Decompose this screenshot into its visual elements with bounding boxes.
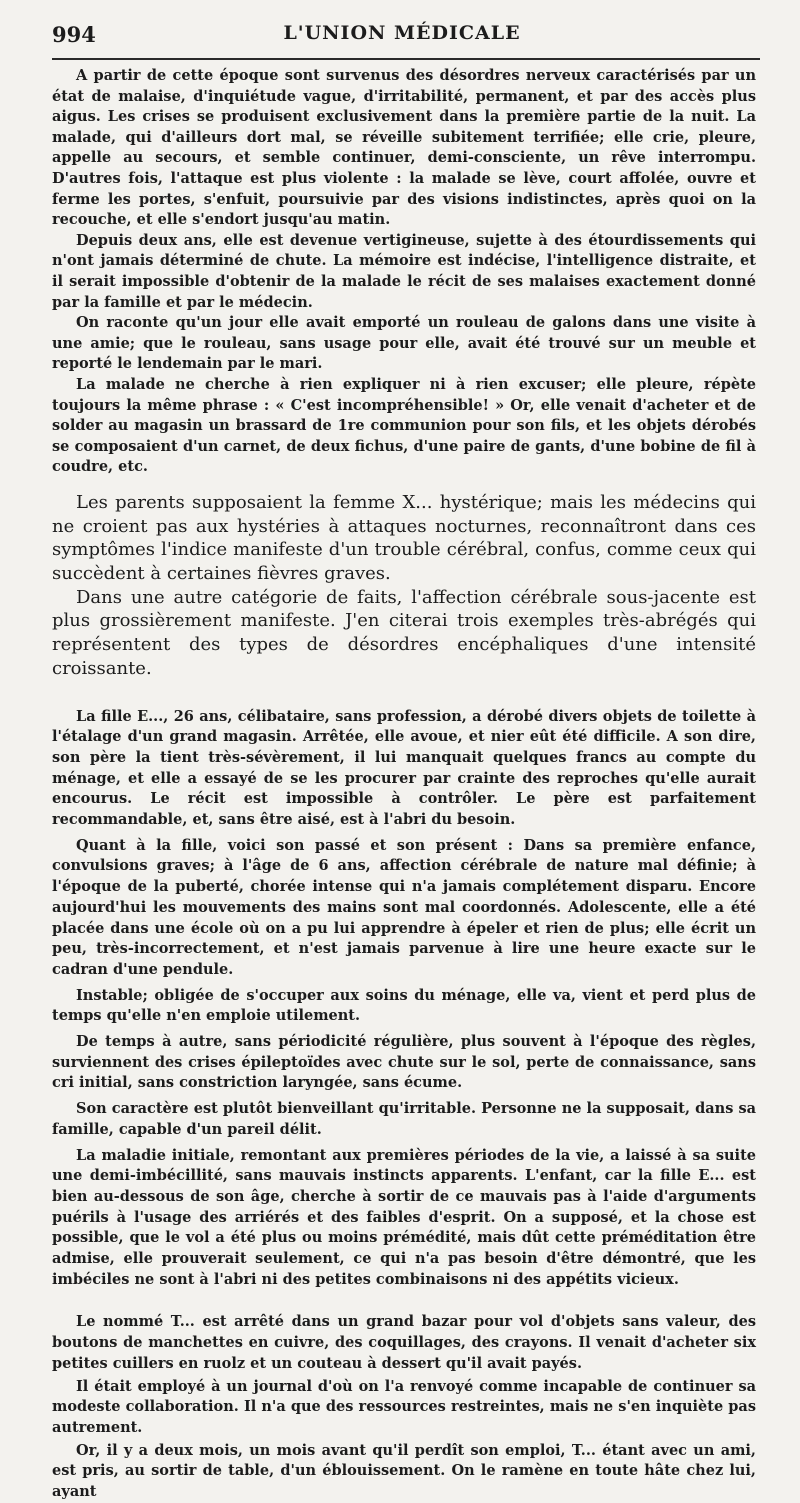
header-rule [52,58,760,60]
paragraph: Dans une autre catégorie de faits, l'affection cérébrale sous-jacente est plus grossièrement manifeste. J'en citerai trois exemples très-abrégés qui représentent des types de désordres encéphaliques d'une intensité croissante. [52,586,756,679]
paragraph: Instable; obligée de s'occuper aux soins du ménage, elle va, vient et perd plus de temps qu'elle n'en emploie utilement. [52,986,756,1025]
paragraph: Le nommé T... est arrêté dans un grand bazar pour vol d'objets sans valeur, des boutons de manchettes en cuivre, des coquillages, des crayons. Il venait d'acheter six petites cuillers en ruolz et un couteau à dessert qu'il avait payés. [52,1313,756,1372]
page-header [52,22,752,52]
paragraph: A partir de cette époque sont survenus des désordres nerveux caractérisés par un état de malaise, d'inquiétude vague, d'irritabilité, permanent, et par des accès plus aigus. Les crises se produisent exclusivement dans la première partie de la nuit. La malade, qui d'ailleurs dort mal, se réveille subitement terrifiée; elle crie, pleure, appelle au secours, et semble continuer, demi-consciente, un rêve interrompu. D'autres fois, l'attaque est plus violente : la malade se lève, court affolée, ouvre et ferme les portes, s'enfuit, poursuivie par des visions indistinctes, après quoi on la recouche, et elle s'endort jusqu'au matin. [52,67,756,229]
paragraph: Il était employé à un journal d'où on l'a renvoyé comme incapable de continuer sa modeste collaboration. Il n'a que des ressources restreintes, mais ne s'en inquiète pas autrement. [52,1377,756,1436]
paragraph: Son caractère est plutôt bienveillant qu'irritable. Personne ne la supposait, dans sa famille, capable d'un pareil délit. [52,1100,756,1138]
paragraph: La maladie initiale, remontant aux premières périodes de la vie, a laissé à sa suite une demi-imbécillité, sans mauvais instincts apparents. L'enfant, car la fille E... est bien au-dessous de son âge, cherche à sortir de ce mauvais pas à l'aide d'arguments puérils à l'usage des arriérés et des faibles d'esprit. On a supposé, et la chose est possible, que le vol a été plus ou moins prémédité, mais dût cette préméditation être admise, elle prouverait seulement, ce qui n'a pas besoin d'être démontré, que les imbéciles ne sont à l'abri ni des petites combinaisons ni des appétits vicieux. [52,1146,756,1288]
journal-title: L'UNION MÉDICALE [283,22,521,44]
case-t-section [52,1312,756,1502]
paragraph: Quant à la fille, voici son passé et son présent : Dans sa première enfance, convulsions graves; à l'âge de 6 ans, affection cérébrale de nature mal définie; à l'époque de la puberté, chorée intense qui n'a jamais complétement disparu. Encore aujourd'hui les mouvements des mains sont mal coordonnés. Adolescente, elle a été placée dans une école où on a pu lui apprendre à épeler et rien de plus; elle écrit un peu, très-incorrectement, et n'est jamais parvenue à lire une heure exacte sur le cadran d'une pendule. [52,836,756,978]
paragraph: De temps à autre, sans périodicité régulière, plus souvent à l'époque des règles, surviennent des crises épileptoïdes avec chute sur le sol, perte de connaissance, sans cri initial, sans constriction laryngée, sans écume. [52,1033,756,1092]
body-text [52,66,756,1503]
paragraph: On raconte qu'un jour elle avait emporté un rouleau de galons dans une visite à une amie; que le rouleau, sans usage pour elle, avait été trouvé sur un meuble et reporté le lendemain par le mari. [52,314,756,373]
paragraph: Les parents supposaient la femme X... hystérique; mais les médecins qui ne croient pas aux hystéries à attaques nocturnes, reconnaîtront dans ces symptômes l'indice manifeste d'un trouble cérébral, confus, comme ceux qui succèdent à certaines fièvres graves. [52,491,756,584]
page-number: 994 [52,22,96,47]
paragraph: Depuis deux ans, elle est devenue vertigineuse, sujette à des étourdissements qui n'ont jamais déterminé de chute. La mémoire est indécise, l'intelligence distraite, et il serait impossible d'obtenir de la malade le récit de ses malaises exactement donné par la famille et par le médecin. [52,231,756,311]
paragraph: La malade ne cherche à rien expliquer ni à rien excuser; elle pleure, répète toujours la même phrase : « C'est incompréhensible! » Or, elle venait d'acheter et de solder au magasin un brassard de 1re communion pour son fils, et les objets dérobés se composaient d'un carnet, de deux fichus, d'une paire de gants, d'une bobine de fil à coudre, etc. [52,375,756,476]
case-e-section [52,707,756,1291]
case-x-section [52,66,756,478]
paragraph: La fille E..., 26 ans, célibataire, sans profession, a dérobé divers objets de toilette à l'étalage d'un grand magasin. Arrêtée, elle avoue, et nier eût été difficile. A son dire, son père la tient très-sévèrement, il lui manquait quelques francs au compte du ménage, et elle a essayé de se les procurer par crainte des reproches qu'elle aurait encourus. Le récit est impossible à contrôler. Le père est parfaitement recommandable, et, sans être aisé, est à l'abri du besoin. [52,707,756,829]
commentary-section [52,491,756,681]
paragraph: Or, il y a deux mois, un mois avant qu'il perdît son emploi, T... étant avec un ami, est pris, au sortir de table, d'un éblouissement. On le ramène en toute hâte chez lui, ayant [52,1441,756,1501]
